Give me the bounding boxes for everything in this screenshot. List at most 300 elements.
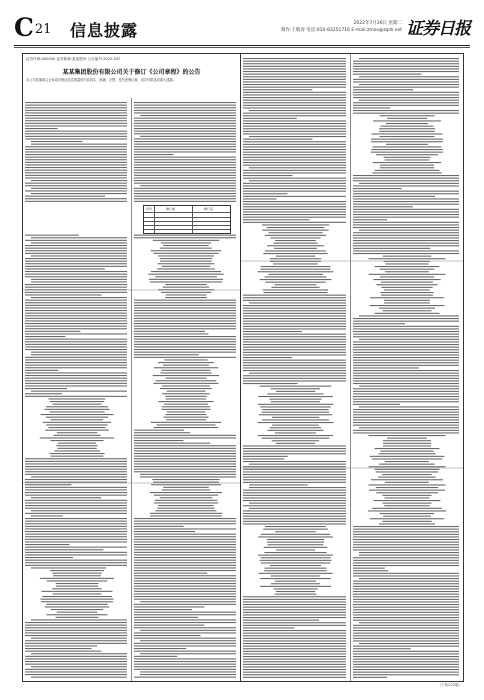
text-line	[25, 664, 127, 665]
text-line	[376, 487, 438, 488]
text-line	[25, 357, 127, 358]
text-line	[353, 388, 459, 389]
text-line	[150, 281, 223, 282]
text-line	[134, 536, 236, 537]
text-line	[353, 178, 459, 179]
text-line	[134, 458, 236, 459]
text-line	[25, 318, 127, 319]
text-line	[25, 268, 105, 269]
text-line	[353, 568, 385, 569]
text-line	[25, 336, 65, 337]
text-line	[353, 180, 459, 181]
text-line	[155, 276, 217, 277]
text-line	[243, 204, 346, 205]
text-line	[25, 112, 127, 113]
text-line	[258, 573, 332, 574]
text-line	[140, 653, 236, 654]
text-line	[353, 219, 387, 220]
text-line	[386, 144, 428, 145]
text-line	[260, 578, 331, 579]
text-line	[243, 141, 346, 142]
text-line	[243, 477, 346, 478]
text-line	[385, 497, 430, 498]
text-line	[134, 526, 184, 527]
text-line	[249, 503, 346, 504]
text-line	[353, 107, 390, 108]
text-line	[263, 529, 328, 530]
text-line	[134, 159, 236, 160]
text-line	[25, 495, 127, 496]
text-line	[353, 71, 459, 72]
text-line	[41, 414, 114, 415]
text-line	[359, 315, 459, 316]
text-line	[134, 469, 236, 470]
text-line	[53, 593, 102, 594]
text-line	[25, 656, 127, 657]
text-line	[353, 209, 459, 210]
text-line	[134, 349, 236, 350]
text-line	[134, 300, 236, 301]
text-line	[134, 170, 236, 171]
text-line	[359, 339, 459, 340]
text-line	[140, 640, 236, 641]
text-line	[268, 274, 322, 275]
text-line	[353, 367, 419, 368]
text-line	[134, 339, 236, 340]
text-line	[276, 256, 315, 257]
text-line	[140, 601, 236, 602]
text-line	[160, 258, 212, 259]
text-line	[134, 534, 236, 535]
text-line	[380, 292, 433, 293]
text-line	[148, 274, 223, 275]
text-line	[243, 596, 346, 597]
text-line	[376, 471, 438, 472]
text-line	[370, 297, 444, 298]
text-line	[25, 463, 127, 464]
text-line	[25, 552, 127, 553]
text-line	[380, 165, 434, 166]
text-line	[243, 383, 298, 384]
text-line	[353, 227, 459, 228]
text-line	[353, 534, 459, 535]
text-line	[134, 162, 236, 163]
text-line	[353, 81, 459, 82]
text-line	[353, 396, 459, 397]
text-line	[45, 606, 110, 607]
text-line	[25, 669, 127, 670]
text-line	[353, 399, 459, 400]
text-line	[243, 63, 346, 64]
text-line	[353, 79, 459, 80]
text-line	[353, 630, 459, 631]
text-line	[134, 146, 236, 147]
text-line	[249, 373, 346, 374]
text-line	[273, 263, 318, 264]
text-line	[249, 484, 308, 485]
text-line	[371, 141, 443, 142]
text-line	[353, 175, 459, 176]
text-line	[243, 188, 346, 189]
text-line	[25, 185, 127, 186]
text-line	[134, 180, 236, 181]
text-line	[166, 398, 207, 399]
text-line	[243, 638, 346, 639]
text-line	[243, 120, 346, 121]
text-line	[134, 354, 199, 355]
text-line	[243, 79, 346, 80]
text-line	[243, 126, 346, 127]
text-line	[25, 549, 103, 550]
text-line	[353, 214, 459, 215]
text-line	[134, 617, 198, 618]
text-line	[353, 87, 459, 88]
text-line	[31, 180, 127, 181]
text-line	[25, 118, 127, 119]
text-line	[57, 432, 98, 433]
text-line	[353, 409, 459, 410]
text-line	[134, 456, 236, 457]
text-line	[270, 258, 322, 259]
text-line	[243, 352, 346, 353]
text-line	[243, 76, 346, 77]
text-line	[25, 474, 127, 475]
text-line	[243, 133, 346, 134]
text-line	[353, 204, 459, 205]
text-line	[40, 578, 114, 579]
text-line	[134, 125, 236, 126]
text-line	[272, 440, 320, 441]
text-line	[359, 406, 459, 407]
text-line	[353, 586, 459, 587]
text-line	[50, 401, 104, 402]
table-rule	[144, 225, 230, 226]
text-line	[160, 388, 212, 389]
text-line	[387, 438, 427, 439]
text-line	[359, 76, 459, 77]
text-line	[243, 214, 346, 215]
text-line	[25, 383, 127, 384]
text-line	[25, 521, 127, 522]
text-line	[25, 378, 127, 379]
text-line	[353, 357, 459, 358]
text-line	[25, 110, 127, 111]
text-line	[25, 344, 127, 345]
text-line	[385, 271, 429, 272]
text-line	[271, 287, 319, 288]
text-line	[25, 151, 127, 152]
text-line	[353, 640, 459, 641]
text-line	[151, 250, 222, 251]
text-line	[134, 547, 236, 548]
text-line	[134, 430, 184, 431]
text-line	[134, 198, 236, 199]
text-line	[375, 266, 440, 267]
text-line	[162, 385, 210, 386]
text-line	[243, 217, 346, 218]
text-line	[262, 230, 328, 231]
text-line	[353, 575, 459, 576]
text-line	[134, 609, 192, 610]
text-line	[46, 424, 107, 425]
text-line	[375, 448, 440, 449]
text-line	[262, 409, 328, 410]
text-line	[353, 360, 459, 361]
text-line	[25, 645, 97, 646]
text-line	[243, 367, 346, 368]
text-line	[134, 661, 236, 662]
text-line	[353, 414, 459, 415]
text-line	[353, 604, 459, 605]
text-line	[25, 105, 127, 106]
text-line	[353, 542, 459, 543]
text-line	[353, 549, 459, 550]
text-line	[25, 198, 127, 199]
text-line	[243, 370, 346, 371]
text-line	[243, 490, 346, 491]
text-line	[243, 113, 346, 114]
text-line	[25, 536, 127, 537]
text-line	[243, 146, 346, 147]
text-line	[162, 489, 211, 490]
text-line	[167, 391, 206, 392]
text-line	[380, 269, 435, 270]
text-line	[264, 570, 327, 571]
text-line	[25, 489, 127, 490]
text-line	[134, 580, 236, 581]
text-line	[31, 515, 63, 516]
text-line	[353, 336, 459, 337]
text-line	[134, 157, 236, 158]
text-line	[151, 484, 221, 485]
text-line	[151, 422, 222, 423]
text-line	[243, 518, 346, 519]
text-line	[353, 562, 459, 563]
text-line	[25, 466, 127, 467]
text-line	[25, 258, 127, 259]
text-line	[264, 547, 328, 548]
text-line	[372, 458, 443, 459]
text-line	[243, 445, 346, 446]
text-line	[243, 87, 346, 88]
announcement-title: 某某集团股份有限公司关于修订《公司章程》的公告	[62, 69, 201, 76]
text-line	[25, 245, 127, 246]
text-line	[134, 443, 210, 444]
text-line	[25, 526, 127, 527]
text-line	[353, 326, 459, 327]
text-line	[25, 123, 127, 124]
text-line	[359, 427, 459, 428]
text-line	[353, 328, 459, 329]
text-line	[353, 347, 459, 348]
text-line	[134, 131, 236, 132]
text-line	[163, 365, 209, 366]
text-line	[25, 320, 127, 321]
text-line	[380, 136, 435, 137]
text-line	[264, 552, 326, 553]
text-line	[25, 190, 127, 191]
text-line	[353, 113, 459, 114]
text-line	[353, 573, 459, 574]
text-line	[25, 276, 127, 277]
text-line	[134, 333, 208, 334]
text-line	[25, 643, 127, 644]
text-line	[165, 284, 206, 285]
text-line	[368, 258, 445, 259]
text-line	[353, 620, 459, 621]
text-line	[25, 562, 127, 563]
text-line	[31, 567, 106, 568]
text-line	[25, 674, 127, 675]
text-line	[243, 154, 346, 155]
text-line	[243, 191, 346, 192]
text-block	[132, 98, 240, 681]
text-line	[25, 125, 127, 126]
text-line	[353, 92, 459, 93]
text-line	[25, 661, 127, 662]
text-line	[243, 209, 346, 210]
text-line	[243, 656, 346, 657]
text-line	[385, 159, 430, 160]
text-line	[385, 482, 429, 483]
text-line	[272, 417, 320, 418]
text-line	[371, 149, 442, 150]
text-line	[274, 588, 318, 589]
text-line	[243, 617, 346, 618]
text-line	[353, 609, 459, 610]
text-line	[31, 666, 127, 667]
text-line	[134, 305, 236, 306]
text-line	[134, 591, 236, 592]
text-line	[25, 302, 127, 303]
text-line	[353, 349, 459, 350]
text-line	[25, 622, 127, 623]
text-line	[134, 320, 236, 321]
text-line	[267, 393, 323, 394]
text-line	[258, 536, 333, 537]
text-line	[243, 89, 312, 90]
text-line	[134, 554, 236, 555]
text-line	[243, 152, 346, 153]
text-line	[381, 295, 433, 296]
text-line	[25, 349, 127, 350]
text-line	[25, 333, 127, 334]
text-line	[353, 612, 459, 613]
text-line	[375, 170, 440, 171]
text-line	[134, 658, 236, 659]
text-line	[243, 144, 346, 145]
text-line	[353, 417, 459, 418]
text-line	[25, 248, 127, 249]
text-line	[25, 287, 127, 288]
text-line	[134, 575, 236, 576]
text-line	[275, 594, 317, 595]
text-line	[25, 107, 127, 108]
text-line	[134, 110, 236, 111]
text-line	[140, 136, 236, 137]
text-line	[243, 107, 346, 108]
text-line	[243, 58, 346, 59]
text-line	[353, 237, 459, 238]
text-line	[25, 640, 127, 641]
text-line	[353, 196, 435, 197]
text-line	[154, 502, 218, 503]
text-line	[359, 622, 459, 623]
text-line	[243, 128, 346, 129]
text-line	[158, 401, 213, 402]
text-line	[380, 167, 434, 168]
text-line	[353, 635, 459, 636]
text-line	[378, 477, 435, 478]
text-line	[25, 565, 127, 566]
text-line	[243, 648, 346, 649]
text-line	[134, 201, 236, 202]
text-line	[163, 487, 208, 488]
text-line	[134, 596, 236, 597]
text-line	[243, 162, 346, 163]
text-line	[54, 450, 100, 451]
text-line	[373, 279, 440, 280]
text-line	[25, 359, 127, 360]
text-line	[276, 591, 315, 592]
text-line	[52, 588, 101, 589]
text-line	[353, 217, 459, 218]
text-line	[51, 419, 103, 420]
editor-line: 制作:王敬涛 电话:010-83251716 E-mail:zmzx@zqrb.net	[280, 28, 402, 33]
text-line	[25, 339, 127, 340]
text-line	[25, 201, 127, 202]
text-line	[134, 120, 236, 121]
text-line	[243, 66, 346, 67]
text-block	[351, 54, 463, 681]
text-line	[153, 375, 219, 376]
text-line	[376, 154, 438, 155]
text-line	[134, 625, 204, 626]
text-line	[134, 557, 236, 558]
text-line	[243, 451, 346, 452]
text-line	[25, 658, 127, 659]
text-line	[373, 146, 442, 147]
text-line	[384, 505, 429, 506]
text-line	[265, 526, 326, 527]
text-line	[383, 443, 431, 444]
text-line	[353, 594, 459, 595]
text-line	[353, 547, 459, 548]
text-line	[249, 136, 346, 137]
text-line	[380, 451, 433, 452]
text-line	[134, 331, 205, 332]
text-line	[275, 284, 317, 285]
text-line	[165, 297, 207, 298]
text-line	[258, 422, 334, 423]
text-line	[25, 671, 127, 672]
text-line	[25, 328, 127, 329]
text-line	[276, 443, 315, 444]
text-line	[271, 401, 320, 402]
text-line	[274, 248, 317, 249]
text-line	[386, 123, 428, 124]
text-line	[162, 370, 211, 371]
text-line	[243, 674, 346, 675]
text-line	[275, 240, 316, 241]
text-line	[134, 562, 236, 563]
text-line	[369, 490, 445, 491]
text-line	[268, 544, 324, 545]
text-line	[243, 74, 346, 75]
text-line	[243, 170, 346, 171]
text-line	[25, 331, 80, 332]
text-line	[383, 445, 431, 446]
